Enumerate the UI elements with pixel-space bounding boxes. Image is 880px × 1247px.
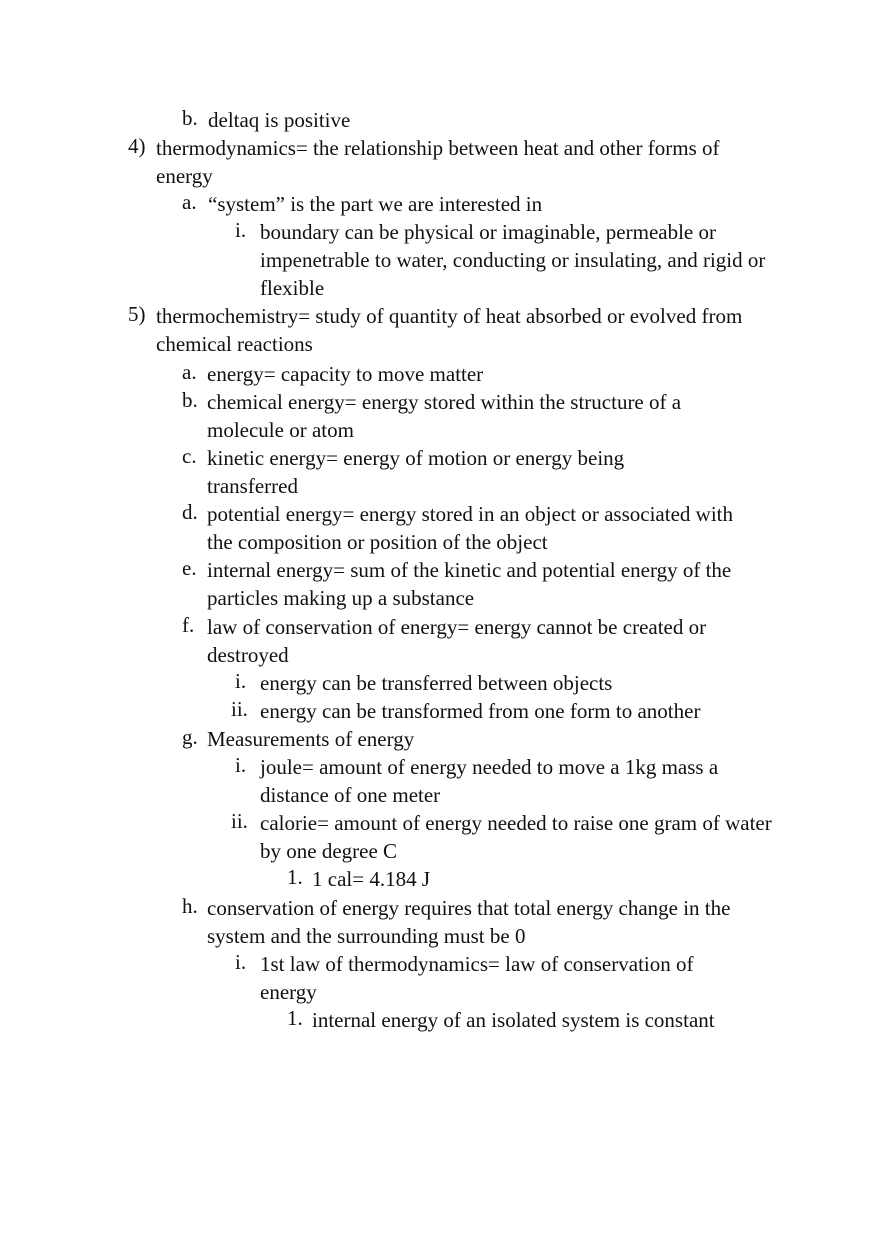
list-text: energy can be transferred between objects: [260, 671, 613, 695]
list-marker: i.: [235, 669, 247, 693]
list-text: internal energy= sum of the kinetic and potential energy of the particles making up a substance: [207, 558, 732, 610]
list-marker: h.: [182, 894, 198, 918]
list-marker: e.: [182, 556, 197, 580]
list-marker: ii.: [231, 697, 248, 721]
list-marker: 4): [128, 134, 146, 158]
list-marker: ii.: [231, 809, 248, 833]
list-marker: 5): [128, 302, 146, 326]
list-text: kinetic energy= energy of motion or energy being transferred: [207, 446, 625, 498]
list-text: boundary can be physical or imaginable, permeable or impenetrable to water, conducting or insulating, and rigid or flexible: [260, 220, 766, 300]
list-marker: b.: [182, 106, 198, 130]
list-text: energy= capacity to move matter: [207, 362, 484, 386]
list-marker: d.: [182, 500, 198, 524]
list-text: Measurements of energy: [207, 727, 415, 751]
list-text: potential energy= energy stored in an object or associated with the composition or position of the object: [207, 502, 733, 554]
list-text: 1st law of thermodynamics= law of conservation of energy: [260, 952, 694, 1004]
list-marker: f.: [182, 613, 195, 637]
list-marker: a.: [182, 190, 197, 214]
list-text: deltaq is positive: [208, 108, 351, 132]
list-marker: i.: [235, 950, 247, 974]
list-text: “system” is the part we are interested in: [208, 192, 543, 216]
list-text: calorie= amount of energy needed to raise one gram of water by one degree C: [260, 811, 772, 863]
list-text: thermochemistry= study of quantity of heat absorbed or evolved from chemical reactions: [156, 304, 743, 356]
list-marker: a.: [182, 360, 197, 384]
list-marker: c.: [182, 444, 197, 468]
list-text: internal energy of an isolated system is constant: [312, 1008, 715, 1032]
list-text: energy can be transformed from one form to another: [260, 699, 701, 723]
list-marker: 1.: [287, 865, 303, 889]
list-marker: i.: [235, 218, 247, 242]
list-text: conservation of energy requires that total energy change in the system and the surrounding must be 0: [207, 896, 731, 948]
list-text: chemical energy= energy stored within the structure of a molecule or atom: [207, 390, 682, 442]
list-marker: g.: [182, 725, 198, 749]
list-text: 1 cal= 4.184 J: [312, 867, 430, 891]
list-text: joule= amount of energy needed to move a 1kg mass a distance of one meter: [260, 755, 719, 807]
list-marker: i.: [235, 753, 247, 777]
list-marker: 1.: [287, 1006, 303, 1030]
list-text: law of conservation of energy= energy cannot be created or destroyed: [207, 615, 707, 667]
list-text: thermodynamics= the relationship between heat and other forms of energy: [156, 136, 720, 188]
list-marker: b.: [182, 388, 198, 412]
